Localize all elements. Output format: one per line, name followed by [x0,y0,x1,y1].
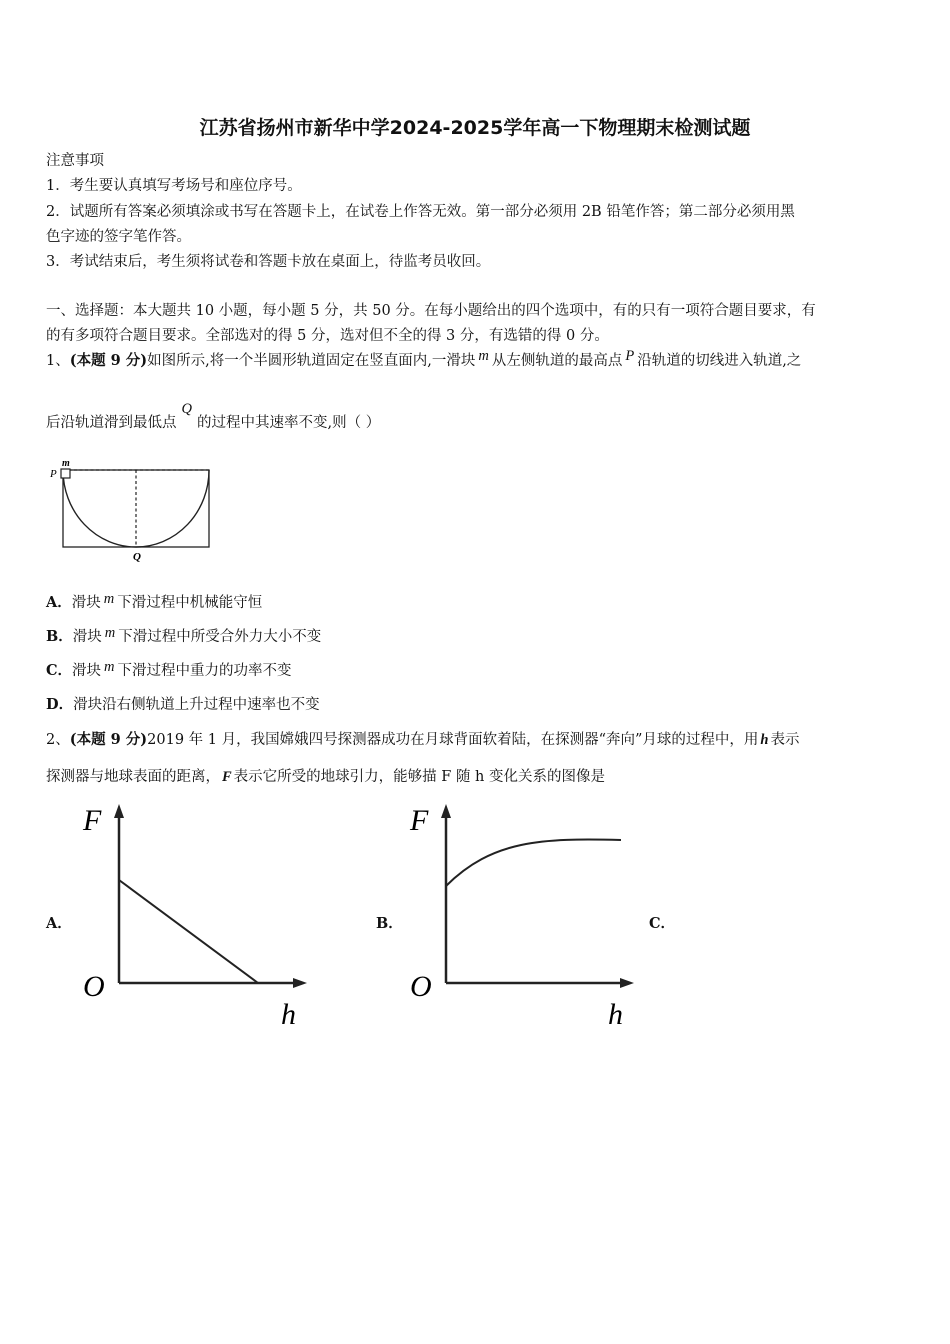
q1-stem-line2 [46,401,381,433]
notice-heading: 注意事项 [46,153,104,169]
q2-var-h: h [760,732,769,748]
notice-item-2-cont: 色字迹的签字笔作答。 [46,229,191,245]
q2-text-d: 表示它所受的地球引力，能够描 F 随 h 变化关系的图像是 [233,769,606,785]
page-title: 江苏省扬州市新华中学2024-2025学年高一下物理期末检测试题 [199,117,751,139]
notice-item-2: 2．试题所有答案必须填涂或书写在答题卡上，在试卷上作答无效。第一部分必须用 2B 铅笔作答；第二部分必须用黑 [46,204,795,220]
q2-stem-line1 [46,730,800,750]
q2-option-b-label: B． [376,915,403,932]
q2-b-label-h: h [608,998,623,1031]
q1-option-b-pre: 滑块 [72,629,102,645]
q1-label-m: m [62,458,70,469]
q1-var-q: Q [181,401,192,417]
q1-points: (本题 9 分) [69,352,148,369]
q1-label-p: P [50,468,57,480]
q2-option-c-label: C． [649,915,676,932]
notice-item-1: 1．考生要认真填写考场号和座位序号。 [46,178,302,194]
q1-option-c [46,661,292,681]
q1-option-a-label: A． [46,594,72,611]
q1-option-c-pre: 滑块 [72,663,102,679]
q1-text-d: 后沿轨道滑到最低点 [46,415,177,431]
q2-text-c: 探测器与地球表面的距离， [46,769,220,785]
q1-option-d [46,695,320,715]
q2-a-y-arrow [114,804,124,818]
q1-option-c-label: C． [46,662,73,679]
q1-slider-block [61,469,70,478]
q2-b-label-f: F [410,804,429,837]
section1-intro-1: 一、选择题：本大题共 10 小题，每小题 5 分，共 50 分。在每小题给出的四个选项中，有的只有一项符合题目要求，有 [46,303,816,319]
q1-label-q: Q [133,551,141,563]
q2-points: (本题 9 分) [69,731,148,748]
q1-option-b-post: 下滑过程中所受合外力大小不变 [118,629,322,645]
q1-option-c-var: m [104,659,115,675]
q2-text-a: 2019 年 1 月，我国嫦娥四号探测器成功在月球背面软着陆，在探测器“奔向”月球的过程中，用 [147,732,759,748]
q1-option-a-pre: 滑块 [71,595,101,611]
q1-option-d-label: D． [46,696,74,713]
q1-track-figure [40,455,220,565]
q1-option-c-post: 下滑过程中重力的功率不变 [117,663,292,679]
q2-b-curve [446,840,621,886]
q2-a-x-arrow [293,978,307,988]
q2-graph-a [75,800,310,1035]
q2-b-x-arrow [620,978,634,988]
q2-option-a-label: A． [46,915,72,932]
q2-var-f: F [222,769,232,785]
q2-b-label-o: O [410,970,432,1003]
q1-option-a [46,593,262,613]
q2-a-label-h: h [281,998,296,1031]
q2-a-label-o: O [83,970,105,1003]
q1-var-p: P [625,348,635,364]
section1-intro-2: 的有多项符合题目要求。全部选对的得 5 分，选对但不全的得 3 分，有选错的得 0 分。 [46,328,609,344]
q1-stem-line1 [46,348,802,371]
q2-text-b: 表示 [770,732,800,748]
q2-graph-b [402,800,637,1035]
q1-option-b-var: m [104,625,116,641]
q1-text-b: 从左侧轨道的最高点 [491,353,623,369]
q1-option-b-label: B． [46,628,73,645]
q2-b-y-arrow [441,804,451,818]
q1-text-c: 沿轨道的切线进入轨道,之 [637,353,802,369]
q2-a-label-f: F [83,804,102,837]
q1-option-d-pre: 滑块沿右侧轨道上升过程中速率也不变 [73,697,320,713]
q1-number: 1、 [46,353,70,369]
q1-option-b [46,627,321,647]
q1-option-a-var: m [103,591,115,607]
q2-stem-line2 [46,767,605,787]
q1-option-a-post: 下滑过程中机械能守恒 [117,595,263,611]
q2-number: 2、 [46,732,70,748]
q1-var-m: m [478,348,489,364]
notice-item-3: 3．考试结束后，考生须将试卷和答题卡放在桌面上，待监考员收回。 [46,254,491,270]
q1-text-e: 的过程中其速率不变,则（ ） [196,415,381,431]
q2-a-line [119,880,258,983]
q1-text-a: 如图所示,将一个半圆形轨道固定在竖直面内,一滑块 [147,353,476,369]
